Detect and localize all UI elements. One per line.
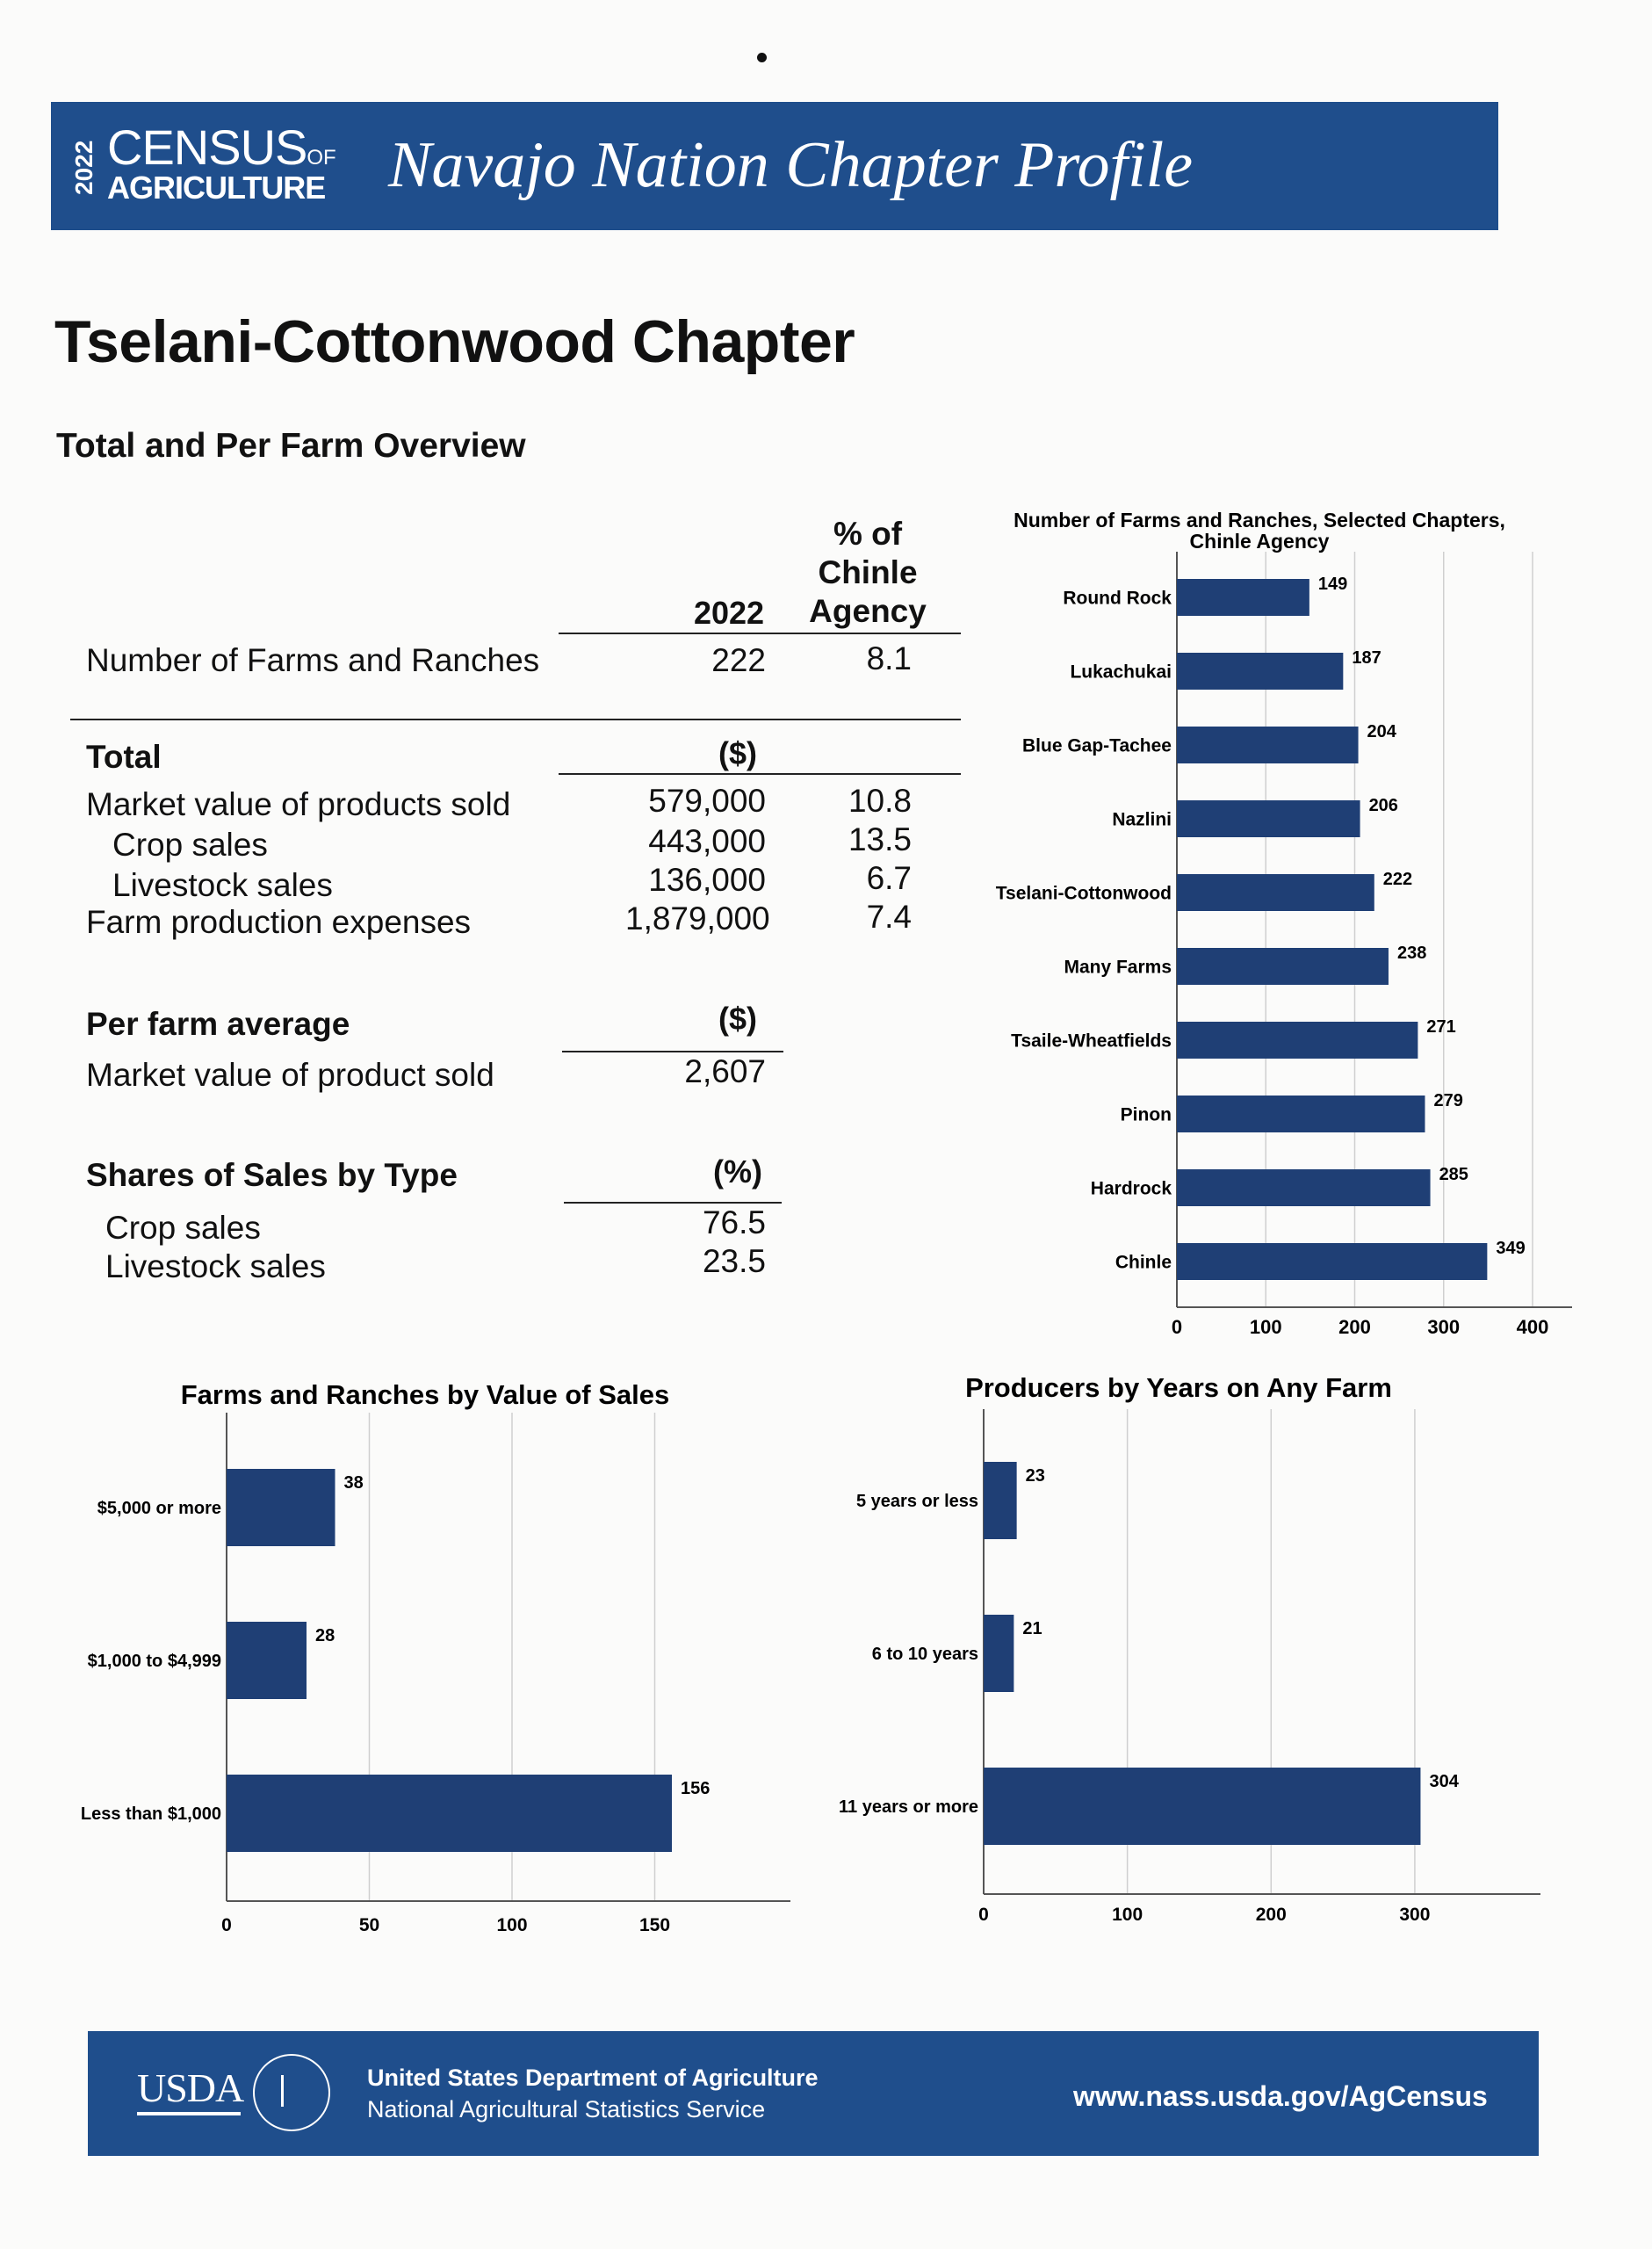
tick-label: 300 xyxy=(1399,1905,1431,1925)
data-label: 21 xyxy=(1022,1619,1042,1638)
tick-label: 100 xyxy=(1112,1905,1143,1925)
row-value: 579,000 xyxy=(648,783,766,819)
bar xyxy=(984,1615,1014,1692)
data-label: 38 xyxy=(343,1473,364,1493)
usda-logo-underline xyxy=(137,2112,241,2115)
nass-seal-icon xyxy=(253,2054,330,2131)
shares-row-value: 76.5 xyxy=(702,1204,766,1240)
footer-dept: United States Department of Agriculture xyxy=(367,2065,819,2091)
footer-banner xyxy=(88,2031,1539,2156)
category-label: Pinon xyxy=(1120,1104,1172,1125)
banner-title: Navajo Nation Chapter Profile xyxy=(388,129,1194,201)
section-title: Total and Per Farm Overview xyxy=(56,427,526,465)
bar xyxy=(1177,948,1389,985)
category-label: 5 years or less xyxy=(856,1492,978,1511)
category-label: Nazlini xyxy=(1112,809,1172,830)
data-label: 187 xyxy=(1352,648,1381,668)
row-label: Livestock sales xyxy=(112,867,333,903)
shares-row-label: Livestock sales xyxy=(105,1248,326,1284)
row-pct: 6.7 xyxy=(866,860,912,896)
page-title: Tselani-Cottonwood Chapter xyxy=(54,308,855,375)
per-farm-row-value: 2,607 xyxy=(684,1053,766,1089)
footer-url[interactable]: www.nass.usda.gov/AgCensus xyxy=(1073,2080,1488,2112)
banner-agriculture: AGRICULTURE xyxy=(107,170,326,206)
per-farm-row-label: Market value of product sold xyxy=(86,1057,494,1093)
bar xyxy=(227,1775,672,1852)
farms-pct: 8.1 xyxy=(866,640,912,676)
total-unit: ($) xyxy=(718,735,757,771)
tick-label: 0 xyxy=(1171,1316,1183,1338)
shares-row-label: Crop sales xyxy=(105,1210,261,1246)
tick-label: 100 xyxy=(1249,1316,1282,1338)
data-label: 271 xyxy=(1426,1017,1456,1037)
data-label: 206 xyxy=(1368,796,1398,815)
shares-label: Shares of Sales by Type xyxy=(86,1157,458,1193)
footer-service: National Agricultural Statistics Service xyxy=(367,2096,766,2122)
data-label: 28 xyxy=(315,1626,335,1645)
bar xyxy=(227,1622,307,1699)
bar xyxy=(227,1469,335,1546)
bar xyxy=(984,1462,1017,1539)
chart-title: Number of Farms and Ranches, Selected Chapters, xyxy=(1014,509,1505,532)
row-value: 136,000 xyxy=(648,862,766,898)
banner-year: 2022 xyxy=(70,140,97,196)
chart-title: Chinle Agency xyxy=(1189,530,1330,553)
row-pct: 7.4 xyxy=(866,899,912,935)
per-farm-label: Per farm average xyxy=(86,1006,350,1042)
chart-title: Producers by Years on Any Farm xyxy=(965,1372,1392,1403)
total-label: Total xyxy=(86,739,162,775)
category-label: Round Rock xyxy=(1063,588,1172,609)
bar xyxy=(1177,727,1359,763)
category-label: Tselani-Cottonwood xyxy=(995,883,1172,904)
tick-label: 0 xyxy=(221,1915,232,1935)
bar xyxy=(1177,653,1343,690)
banner-census-word: CENSUS xyxy=(107,119,307,175)
data-label: 279 xyxy=(1433,1091,1463,1110)
tick-label: 150 xyxy=(638,1915,671,1935)
data-label: 285 xyxy=(1439,1165,1468,1184)
tick-label: 200 xyxy=(1255,1905,1287,1925)
category-label: 11 years or more xyxy=(839,1797,978,1817)
row-pct: 13.5 xyxy=(848,821,912,857)
category-label: 6 to 10 years xyxy=(871,1645,978,1664)
bar xyxy=(984,1768,1420,1845)
tick-label: 400 xyxy=(1516,1316,1549,1338)
per-farm-unit: ($) xyxy=(718,1001,757,1037)
shares-row-value: 23.5 xyxy=(702,1243,766,1279)
bar xyxy=(1177,800,1360,837)
chart-farms-by-chapter xyxy=(996,509,1572,1338)
category-label: $5,000 or more xyxy=(97,1499,221,1518)
usda-logo: USDA xyxy=(137,2065,244,2110)
tick-label: 200 xyxy=(1338,1316,1371,1338)
bar xyxy=(1177,1243,1487,1280)
bar xyxy=(1177,579,1309,616)
category-label: Hardrock xyxy=(1090,1178,1172,1199)
data-label: 149 xyxy=(1317,575,1348,594)
bar xyxy=(1177,874,1374,911)
farms-value: 222 xyxy=(711,642,766,678)
data-label: 222 xyxy=(1382,870,1413,889)
row-value: 1,879,000 xyxy=(625,900,770,936)
data-label: 349 xyxy=(1496,1239,1526,1258)
chart-producers-by-years xyxy=(839,1372,1540,1925)
row-value: 443,000 xyxy=(648,823,766,859)
category-label: Lukachukai xyxy=(1070,662,1172,683)
data-label: 238 xyxy=(1396,944,1427,963)
category-label: Less than $1,000 xyxy=(80,1804,221,1824)
shares-unit: (%) xyxy=(713,1153,762,1190)
data-label: 204 xyxy=(1367,722,1396,741)
category-label: Chinle xyxy=(1115,1252,1172,1273)
tick-label: 50 xyxy=(358,1915,380,1935)
row-label: Farm production expenses xyxy=(86,904,472,940)
tick-label: 0 xyxy=(978,1905,989,1925)
tick-label: 300 xyxy=(1427,1316,1461,1338)
col-header-pct: % of Chinle Agency xyxy=(809,516,927,629)
row-label: Market value of products sold xyxy=(86,786,511,822)
category-label: Many Farms xyxy=(1064,957,1172,978)
data-label: 23 xyxy=(1025,1466,1045,1486)
bar xyxy=(1177,1169,1431,1206)
col-header-year: 2022 xyxy=(693,595,765,631)
category-label: $1,000 to $4,999 xyxy=(87,1652,221,1671)
data-label: 156 xyxy=(681,1779,711,1798)
chart-title: Farms and Ranches by Value of Sales xyxy=(180,1379,670,1410)
category-label: Blue Gap-Tachee xyxy=(1022,735,1172,756)
farms-label: Number of Farms and Ranches xyxy=(86,642,540,678)
tick-label: 100 xyxy=(496,1915,528,1935)
bar xyxy=(1177,1022,1418,1059)
data-label: 304 xyxy=(1429,1772,1459,1791)
bar xyxy=(1177,1096,1425,1132)
chart-farms-by-value xyxy=(81,1379,790,1935)
banner-of: OF xyxy=(307,146,336,170)
row-label: Crop sales xyxy=(112,827,268,863)
row-pct: 10.8 xyxy=(848,783,912,819)
category-label: Tsaile-Wheatfields xyxy=(1011,1030,1172,1052)
